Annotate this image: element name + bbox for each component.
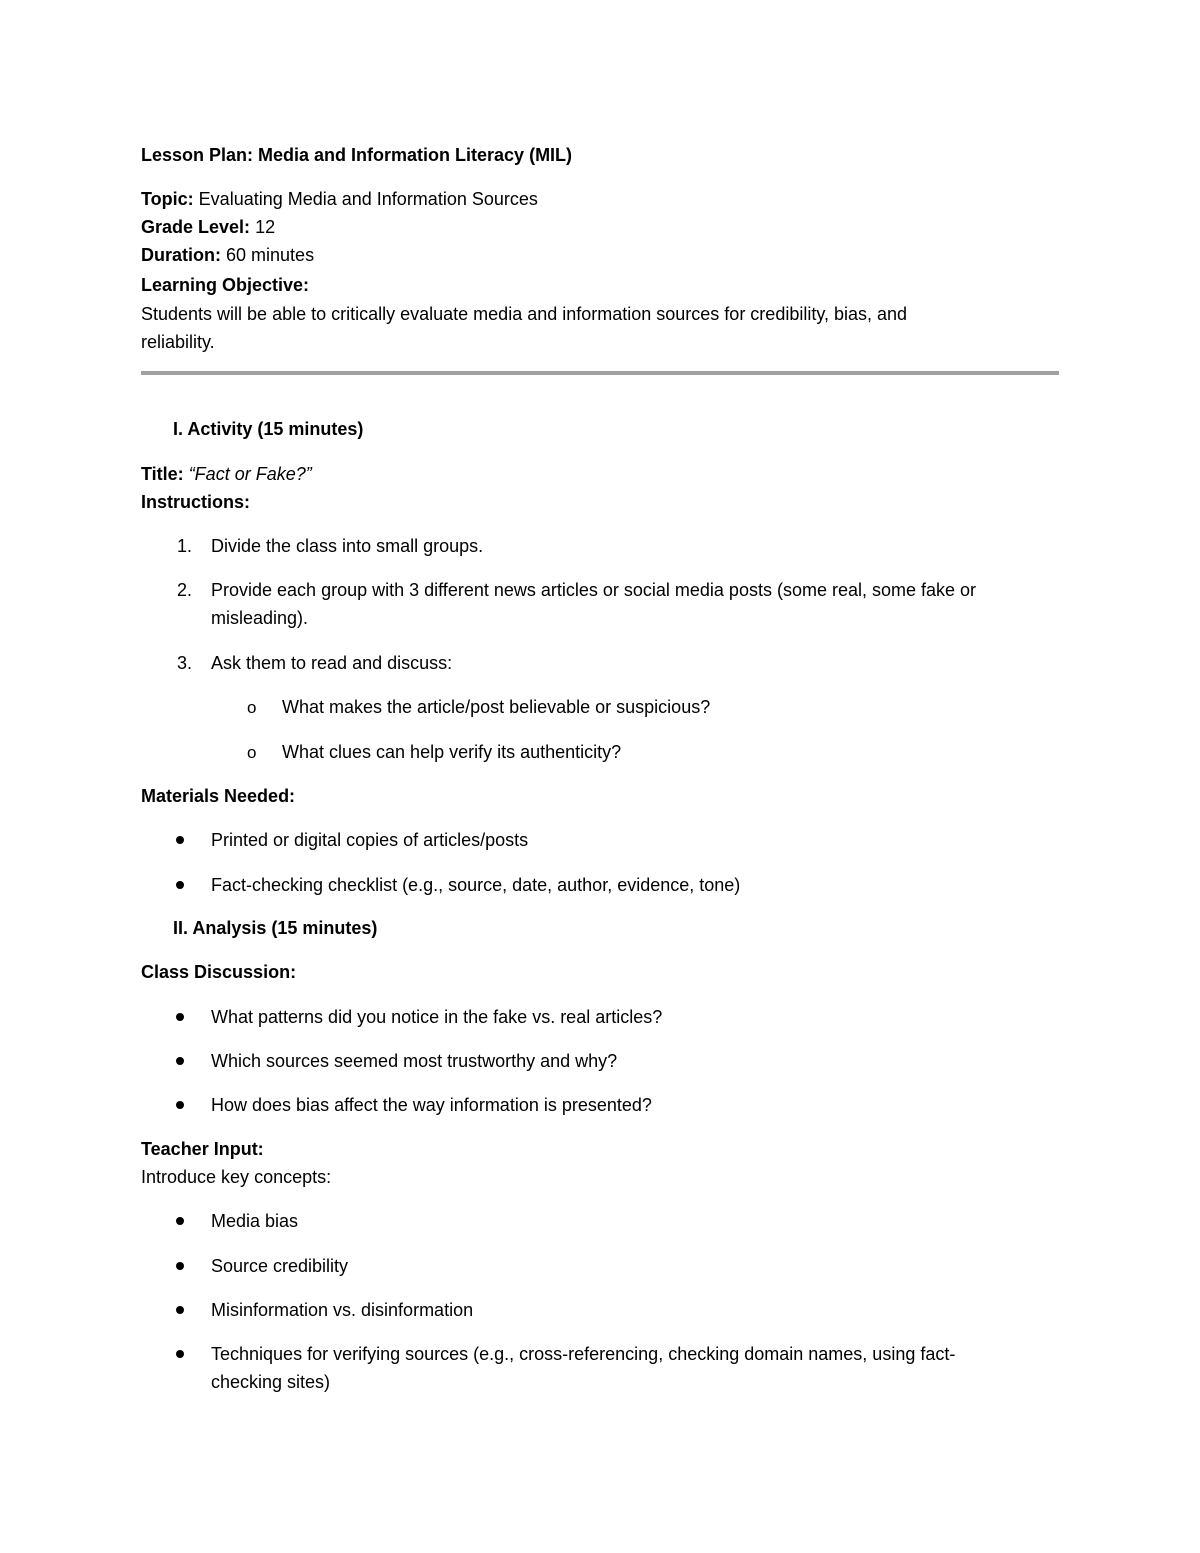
instructions-label: Instructions: [141,492,251,512]
objective-label: Learning Objective: [141,275,310,295]
sub-item-text: What clues can help verify its authenticity? [282,742,622,762]
horizontal-divider [141,371,1059,375]
topic-label: Topic: [141,189,194,209]
activity-title-line [141,460,312,488]
concept-item: Media bias [211,1211,299,1231]
materials-item: Fact-checking checklist (e.g., source, date, author, evidence, tone) [211,875,741,895]
step-text-continued: misleading). [211,608,309,628]
bullet-icon [176,881,184,889]
activity-title-label: Title: [141,464,184,484]
objective-text-line1: Students will be able to critically evaluate media and information sources for credibility, bias, and [141,304,908,324]
concept-item: Misinformation vs. disinformation [211,1300,474,1320]
duration-label: Duration: [141,245,221,265]
class-discussion-label: Class Discussion: [141,962,297,982]
bullet-icon [176,1217,184,1225]
topic-line [141,185,538,213]
bullet-icon [176,1262,184,1270]
materials-label: Materials Needed: [141,786,296,806]
step-number: 3. [176,653,192,673]
grade-line [141,213,275,241]
discussion-question: Which sources seemed most trustworthy and why? [211,1051,618,1071]
duration-value: 60 minutes [226,245,315,265]
document-title: Lesson Plan: Media and Information Literacy (MIL) [141,145,573,165]
duration-line [141,241,314,269]
step-text: Ask them to read and discuss: [211,653,453,673]
step-number: 1. [176,536,192,556]
circle-bullet-icon: o [247,698,257,717]
concept-item: Source credibility [211,1256,349,1276]
sub-item-text: What makes the article/post believable or suspicious? [282,697,711,717]
step-text: Provide each group with 3 different news articles or social media posts (some real, some fake or [211,580,977,600]
bullet-icon [176,1101,184,1109]
grade-label: Grade Level: [141,217,251,237]
circle-bullet-icon: o [247,743,257,762]
concept-item-continued: checking sites) [211,1372,331,1392]
discussion-question: How does bias affect the way information is presented? [211,1095,652,1115]
bullet-icon [176,1013,184,1021]
teacher-input-intro: Introduce key concepts: [141,1167,332,1187]
bullet-icon [176,1306,184,1314]
teacher-input-label: Teacher Input: [141,1139,264,1159]
concept-item: Techniques for verifying sources (e.g., cross-referencing, checking domain names, using fact- [211,1344,956,1364]
topic-value: Evaluating Media and Information Sources [198,189,538,209]
materials-item: Printed or digital copies of articles/posts [211,830,529,850]
objective-text-line2: reliability. [141,332,215,352]
step-number: 2. [176,580,192,600]
analysis-heading: II. Analysis (15 minutes) [173,918,378,938]
activity-heading: I. Activity (15 minutes) [173,419,364,439]
bullet-icon [176,1350,184,1358]
discussion-question: What patterns did you notice in the fake vs. real articles? [211,1007,663,1027]
activity-title-value: “Fact or Fake?” [188,464,312,484]
grade-value: 12 [255,217,276,237]
bullet-icon [176,1057,184,1065]
step-text: Divide the class into small groups. [211,536,484,556]
bullet-icon [176,836,184,844]
